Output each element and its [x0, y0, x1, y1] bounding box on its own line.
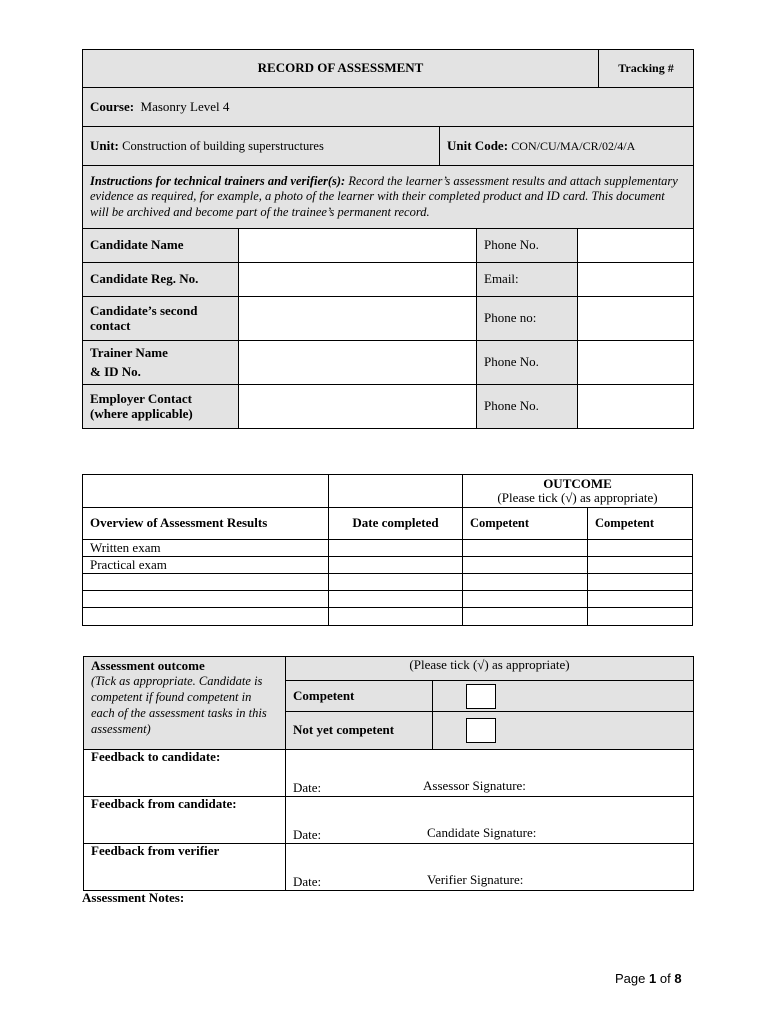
candidate-signature-label: Candidate Signature:	[427, 825, 537, 841]
date-cell[interactable]	[329, 591, 463, 608]
competent-column-header-2: Competent	[588, 508, 693, 540]
feedback-from-candidate-label: Feedback from candidate:	[84, 797, 286, 844]
tick-cell[interactable]	[588, 591, 693, 608]
candidate-name-field[interactable]	[239, 229, 477, 263]
trainer-phone-label: Phone No.	[477, 341, 578, 385]
instructions-lead: Instructions for technical trainers and verifier(s):	[90, 173, 346, 188]
second-contact-field[interactable]	[239, 297, 477, 341]
competent-column-header-1: Competent	[463, 508, 588, 540]
assessment-outcome-note: (Tick as appropriate. Candidate is competent if found competent in each of the assessment tasks in this assessment)	[91, 674, 267, 736]
instructions	[83, 166, 694, 229]
employer-phone-label: Phone No.	[477, 385, 578, 429]
date-label: Date:	[293, 780, 322, 796]
overview-column-header: Overview of Assessment Results	[83, 508, 329, 540]
candidate-details-table	[82, 228, 694, 429]
competent-checkbox[interactable]	[466, 684, 496, 709]
employer-contact-label: Employer Contact (where applicable)	[83, 385, 239, 429]
feedback-to-candidate-label: Feedback to candidate:	[84, 750, 286, 797]
tick-cell[interactable]	[588, 608, 693, 626]
unit-code-value: CON/CU/MA/CR/02/4/A	[511, 138, 636, 153]
candidate-name-label: Candidate Name	[83, 229, 239, 263]
assessment-outcome-table	[83, 656, 694, 891]
assessment-outcome-label: Assessment outcome	[91, 658, 205, 673]
page-current: 1	[649, 971, 657, 986]
not-competent-checkbox[interactable]	[466, 718, 496, 743]
second-phone-field[interactable]	[578, 297, 694, 341]
verifier-signature-label: Verifier Signature:	[427, 872, 524, 888]
outcome-subtitle: (Please tick (√) as appropriate)	[497, 490, 658, 505]
employer-phone-field[interactable]	[578, 385, 694, 429]
date-cell[interactable]	[329, 608, 463, 626]
table-row-label[interactable]	[83, 608, 329, 626]
assessment-notes-label: Assessment Notes:	[82, 890, 185, 905]
course-row	[83, 88, 694, 127]
unit-row	[83, 127, 440, 166]
email-field[interactable]	[578, 263, 694, 297]
date-cell[interactable]	[329, 557, 463, 574]
email-label: Email:	[477, 263, 578, 297]
table-row-label[interactable]	[83, 591, 329, 608]
unit-table	[82, 126, 694, 229]
feedback-from-verifier-field[interactable]	[286, 844, 694, 891]
date-label: Date:	[293, 874, 322, 890]
feedback-to-candidate-field[interactable]	[286, 750, 694, 797]
page-total: 8	[674, 971, 682, 986]
tick-hint: (Please tick (√) as appropriate)	[286, 657, 694, 681]
document-title: RECORD OF ASSESSMENT	[83, 50, 599, 88]
not-competent-tick-cell	[433, 712, 694, 750]
tick-cell[interactable]	[588, 557, 693, 574]
page-word: Page	[615, 971, 646, 986]
trainer-phone-field[interactable]	[578, 341, 694, 385]
date-cell[interactable]	[329, 574, 463, 591]
trainer-label: Trainer Name	[90, 345, 168, 361]
unit-code-cell	[440, 127, 694, 166]
date-completed-column-header: Date completed	[329, 508, 463, 540]
tick-cell[interactable]	[463, 574, 588, 591]
results-header-blank-1	[83, 475, 329, 508]
unit-value: Construction of building superstructures	[122, 138, 324, 153]
unit-label: Unit:	[90, 137, 119, 153]
page-of: of	[659, 971, 671, 986]
phone-field[interactable]	[578, 229, 694, 263]
feedback-from-verifier-label: Feedback from verifier	[84, 844, 286, 891]
page-number	[615, 971, 682, 986]
results-header-blank-2	[329, 475, 463, 508]
unit-code-label: Unit Code:	[447, 137, 509, 153]
phone-label: Phone No.	[477, 229, 578, 263]
instructions-text: Record the learner’s assessment results and attach supplementary evidence as required, for example, a photo of the learner with their completed product and ID card. This document will be archived and become part of the trainee’s permanent record.	[90, 173, 678, 219]
tick-cell[interactable]	[463, 557, 588, 574]
tick-cell[interactable]	[463, 591, 588, 608]
trainer-label-cell	[83, 341, 239, 385]
candidate-reg-field[interactable]	[239, 263, 477, 297]
course-label: Course:	[90, 98, 135, 114]
assessment-outcome-cell	[84, 657, 286, 750]
date-cell[interactable]	[329, 540, 463, 557]
course-value: Masonry Level 4	[140, 98, 230, 114]
assessor-signature-label: Assessor Signature:	[423, 778, 526, 794]
table-row-label: Practical exam	[83, 557, 329, 574]
not-competent-label: Not yet competent	[286, 712, 433, 750]
second-contact-label: Candidate’s second contact	[83, 297, 239, 341]
competent-tick-cell	[433, 681, 694, 712]
candidate-reg-label: Candidate Reg. No.	[83, 263, 239, 297]
competent-label: Competent	[286, 681, 433, 712]
table-row-label[interactable]	[83, 574, 329, 591]
tick-cell[interactable]	[588, 540, 693, 557]
tick-cell[interactable]	[463, 540, 588, 557]
employer-contact-field[interactable]	[239, 385, 477, 429]
trainer-field[interactable]	[239, 341, 477, 385]
tick-cell[interactable]	[463, 608, 588, 626]
assessment-results-table	[82, 474, 693, 626]
tracking-number-label: Tracking #	[599, 50, 694, 88]
trainer-id-label: & ID No.	[90, 363, 141, 379]
table-row-label: Written exam	[83, 540, 329, 557]
record-header-table	[82, 49, 694, 127]
outcome-header	[463, 475, 693, 508]
date-label: Date:	[293, 827, 322, 843]
outcome-title: OUTCOME	[543, 475, 612, 491]
second-phone-label: Phone no:	[477, 297, 578, 341]
feedback-from-candidate-field[interactable]	[286, 797, 694, 844]
tick-cell[interactable]	[588, 574, 693, 591]
